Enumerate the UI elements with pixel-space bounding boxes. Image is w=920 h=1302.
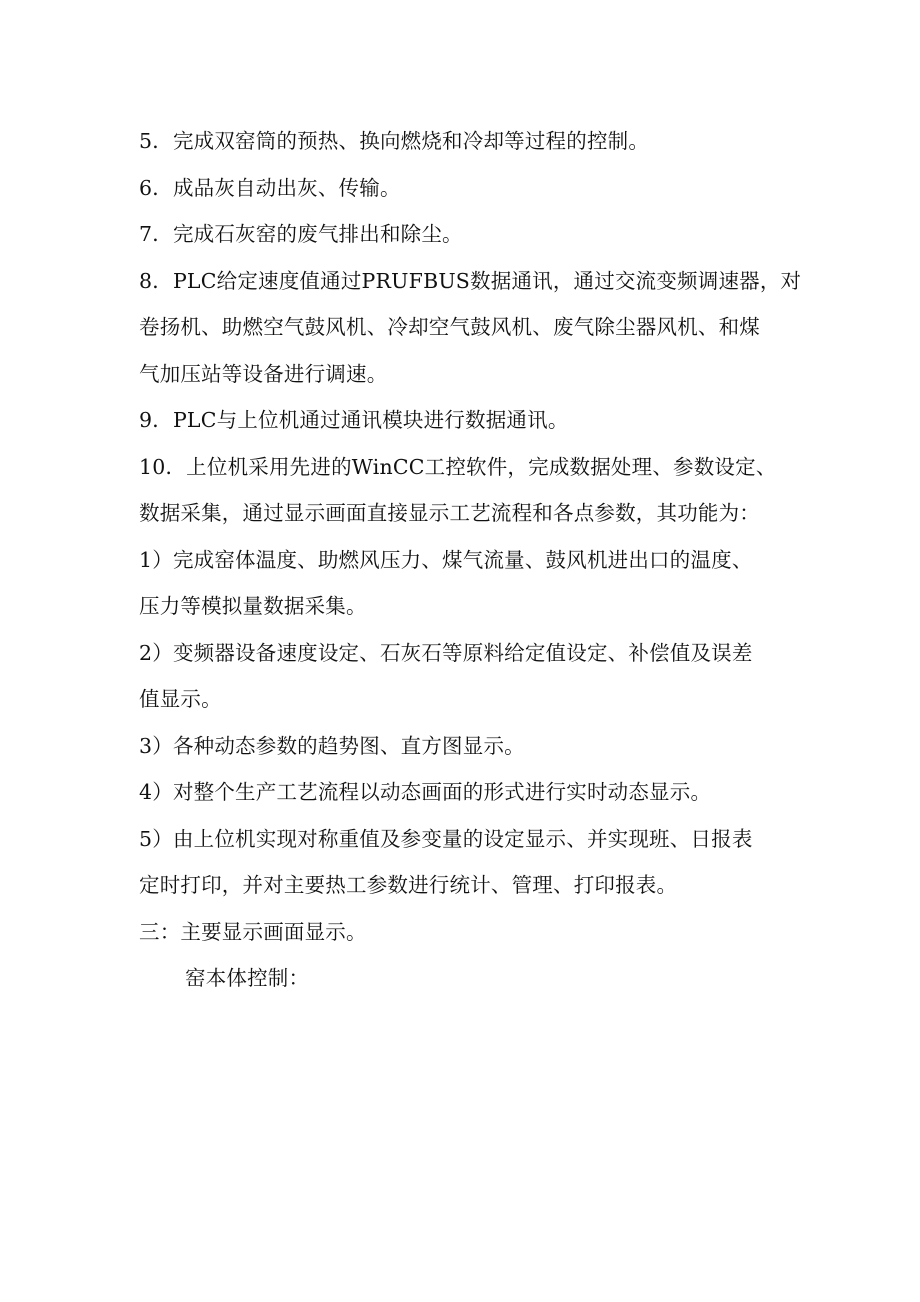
subitem-5-reports: 5）由上位机实现对称重值及参变量的设定显示、并实现班、日报表: [139, 826, 753, 851]
subitem-2-setpoints: 2）变频器设备速度设定、石灰石等原料给定值设定、补偿值及误差: [139, 640, 753, 665]
subitem-3-trend-charts: 3）各种动态参数的趋势图、直方图显示。: [139, 733, 525, 758]
subitem-5-continuation: 定时打印，并对主要热工参数进行统计、管理、打印报表。: [139, 873, 678, 897]
subitem-4-dynamic-display: 4）对整个生产工艺流程以动态画面的形式进行实时动态显示。: [139, 780, 712, 804]
subitem-2-continuation: 值显示。: [139, 687, 222, 711]
item-7-exhaust-dust: 7．完成石灰窑的废气排出和除尘。: [139, 222, 463, 246]
item-6-ash-discharge: 6．成品灰自动出灰、传输。: [139, 175, 401, 200]
subitem-1-continuation: 压力等模拟量数据采集。: [139, 594, 367, 618]
section-3-heading: 三：主要显示画面显示。: [139, 919, 367, 944]
item-5-kiln-control: 5．完成双窑筒的预热、换向燃烧和冷却等过程的控制。: [139, 129, 650, 153]
item-10-wincc: 10．上位机采用先进的WinCC工控软件，完成数据处理、参数设定、: [139, 454, 777, 479]
item-9-plc-communication: 9．PLC与上位机通过通讯模块进行数据通讯。: [139, 408, 569, 432]
subitem-1-data-acquisition: 1）完成窑体温度、助燃风压力、煤气流量、鼓风机进出口的温度、: [139, 547, 753, 572]
kiln-body-control-label: 窑本体控制：: [185, 966, 310, 990]
item-10-continuation: 数据采集，通过显示画面直接显示工艺流程和各点参数，其功能为：: [139, 501, 760, 525]
item-8-continuation-1: 卷扬机、助燃空气鼓风机、冷却空气鼓风机、废气除尘器风机、和煤: [139, 315, 760, 339]
document-body: [139, 118, 802, 1002]
item-8-continuation-2: 气加压站等设备进行调速。: [139, 361, 388, 386]
item-8-speed-control: 8．PLC给定速度值通过PRUFBUS数据通讯，通过交流变频调速器，对: [139, 268, 802, 293]
